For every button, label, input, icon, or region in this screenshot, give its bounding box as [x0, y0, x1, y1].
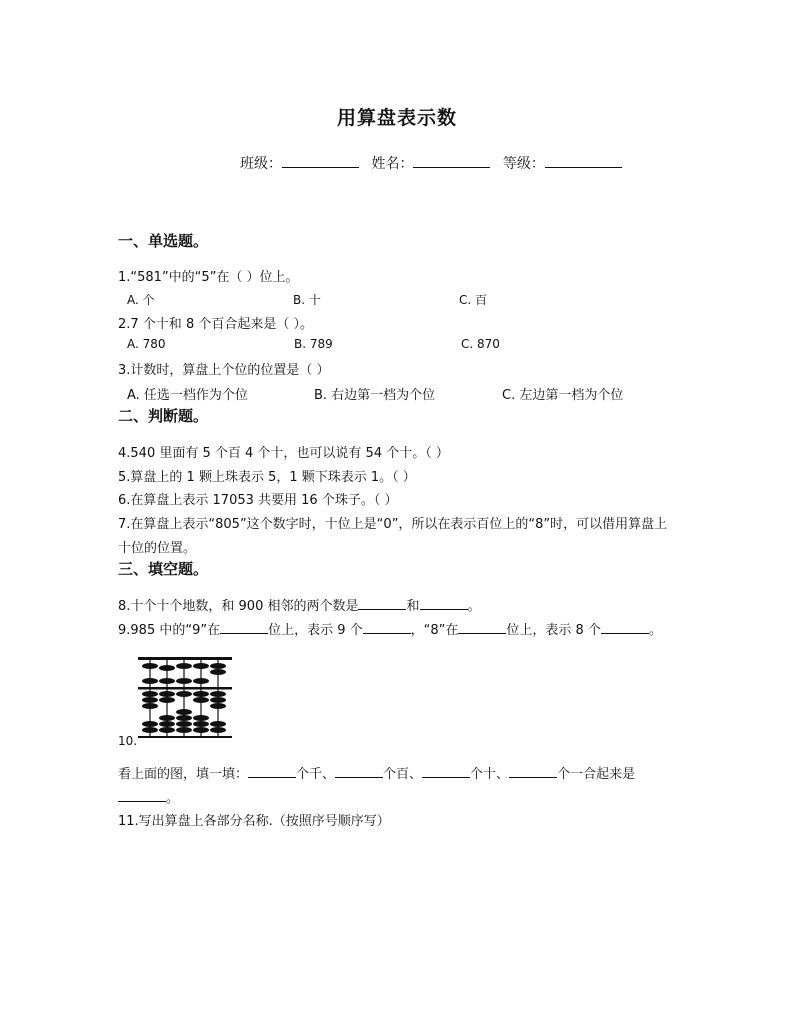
- grade-blank[interactable]: [545, 155, 622, 168]
- question-8-text-2: 和: [406, 599, 420, 614]
- question-1-stem: 1.“581”中的“5”在（ ）位上。: [118, 270, 299, 285]
- question-10-text-4: 个十、: [470, 767, 510, 782]
- question-10-text-5: 个一合起来是: [557, 767, 636, 782]
- question-10-blank-3[interactable]: [422, 765, 470, 778]
- question-3-option-c[interactable]: C. 左边第一档为个位: [502, 388, 624, 403]
- question-9: [118, 619, 662, 638]
- question-1-option-b[interactable]: B. 十: [293, 293, 321, 307]
- question-4: 4.540 里面有 5 个百 4 个十，也可以说有 54 个十。（ ）: [118, 446, 449, 461]
- question-2-option-c[interactable]: C. 870: [461, 337, 500, 351]
- name-label: 姓名：: [371, 156, 414, 172]
- question-8: [118, 595, 481, 614]
- question-5: 5.算盘上的 1 颗上珠表示 5，1 颗下珠表示 1。（ ）: [118, 470, 416, 485]
- question-10-number: 10.: [118, 734, 138, 748]
- question-10-line-2: [118, 787, 179, 806]
- question-10-text-2: 个千、: [296, 767, 336, 782]
- question-9-blank-2[interactable]: [363, 621, 411, 634]
- question-10-blank-2[interactable]: [335, 765, 383, 778]
- question-2-option-b[interactable]: B. 789: [294, 337, 333, 351]
- question-10-text-3: 个百、: [383, 767, 423, 782]
- question-9-text-5: 。: [648, 623, 662, 638]
- question-3-stem: 3.计数时，算盘上个位的位置是（ ）: [118, 363, 330, 378]
- section-single-choice: 一、单选题。: [118, 232, 209, 250]
- grade-label: 等级：: [502, 156, 545, 172]
- question-8-text-1: 8.十个十个地数，和 900 相邻的两个数是: [118, 599, 359, 614]
- question-9-blank-1[interactable]: [220, 621, 268, 634]
- question-2-stem: 2.7 个十和 8 个百合起来是（ ）。: [118, 317, 313, 332]
- section-true-false: 二、判断题。: [118, 407, 209, 425]
- question-7-line-1: 7.在算盘上表示“805”这个数字时，十位上是“0”，所以在表示百位上的“8”时，可以借用算盘上: [118, 517, 668, 532]
- question-9-text-1: 9.985 中的“9”在: [118, 623, 221, 638]
- abacus-image: [136, 654, 236, 744]
- question-9-blank-4[interactable]: [601, 621, 649, 634]
- question-8-text-3: 。: [467, 599, 481, 614]
- name-blank[interactable]: [413, 155, 490, 168]
- question-2-option-a[interactable]: A. 780: [127, 337, 166, 351]
- question-3-option-a[interactable]: A. 任选一档作为个位: [127, 388, 248, 403]
- question-3-option-b[interactable]: B. 右边第一档为个位: [314, 388, 436, 403]
- question-1-option-a[interactable]: A. 个: [127, 293, 155, 307]
- question-10-blank-5[interactable]: [118, 789, 166, 802]
- question-10-blank-1[interactable]: [248, 765, 296, 778]
- question-6: 6.在算盘上表示 17053 共要用 16 个珠子。（ ）: [118, 493, 398, 508]
- question-9-text-3: ，“8”在: [410, 623, 459, 638]
- class-blank[interactable]: [282, 155, 359, 168]
- question-8-blank-1[interactable]: [358, 597, 406, 610]
- student-info-line: [240, 153, 630, 173]
- page-title: 用算盘表示数: [336, 107, 457, 129]
- question-7-line-2: 十位的位置。: [118, 541, 197, 556]
- question-10-text-1: 看上面的图，填一填：: [118, 767, 249, 782]
- section-fill-in: 三、填空题。: [118, 560, 209, 578]
- question-8-blank-2[interactable]: [420, 597, 468, 610]
- question-11: 11.写出算盘上各部分名称.（按照序号顺序写）: [118, 814, 390, 829]
- question-10-line-1: [118, 763, 635, 782]
- class-label: 班级：: [240, 156, 282, 172]
- question-9-blank-3[interactable]: [458, 621, 506, 634]
- question-9-text-4: 位上，表示 8 个: [506, 623, 601, 638]
- question-10-blank-4[interactable]: [509, 765, 557, 778]
- question-1-option-c[interactable]: C. 百: [459, 293, 488, 307]
- question-10-text-6: 。: [166, 791, 180, 806]
- question-9-text-2: 位上，表示 9 个: [268, 623, 363, 638]
